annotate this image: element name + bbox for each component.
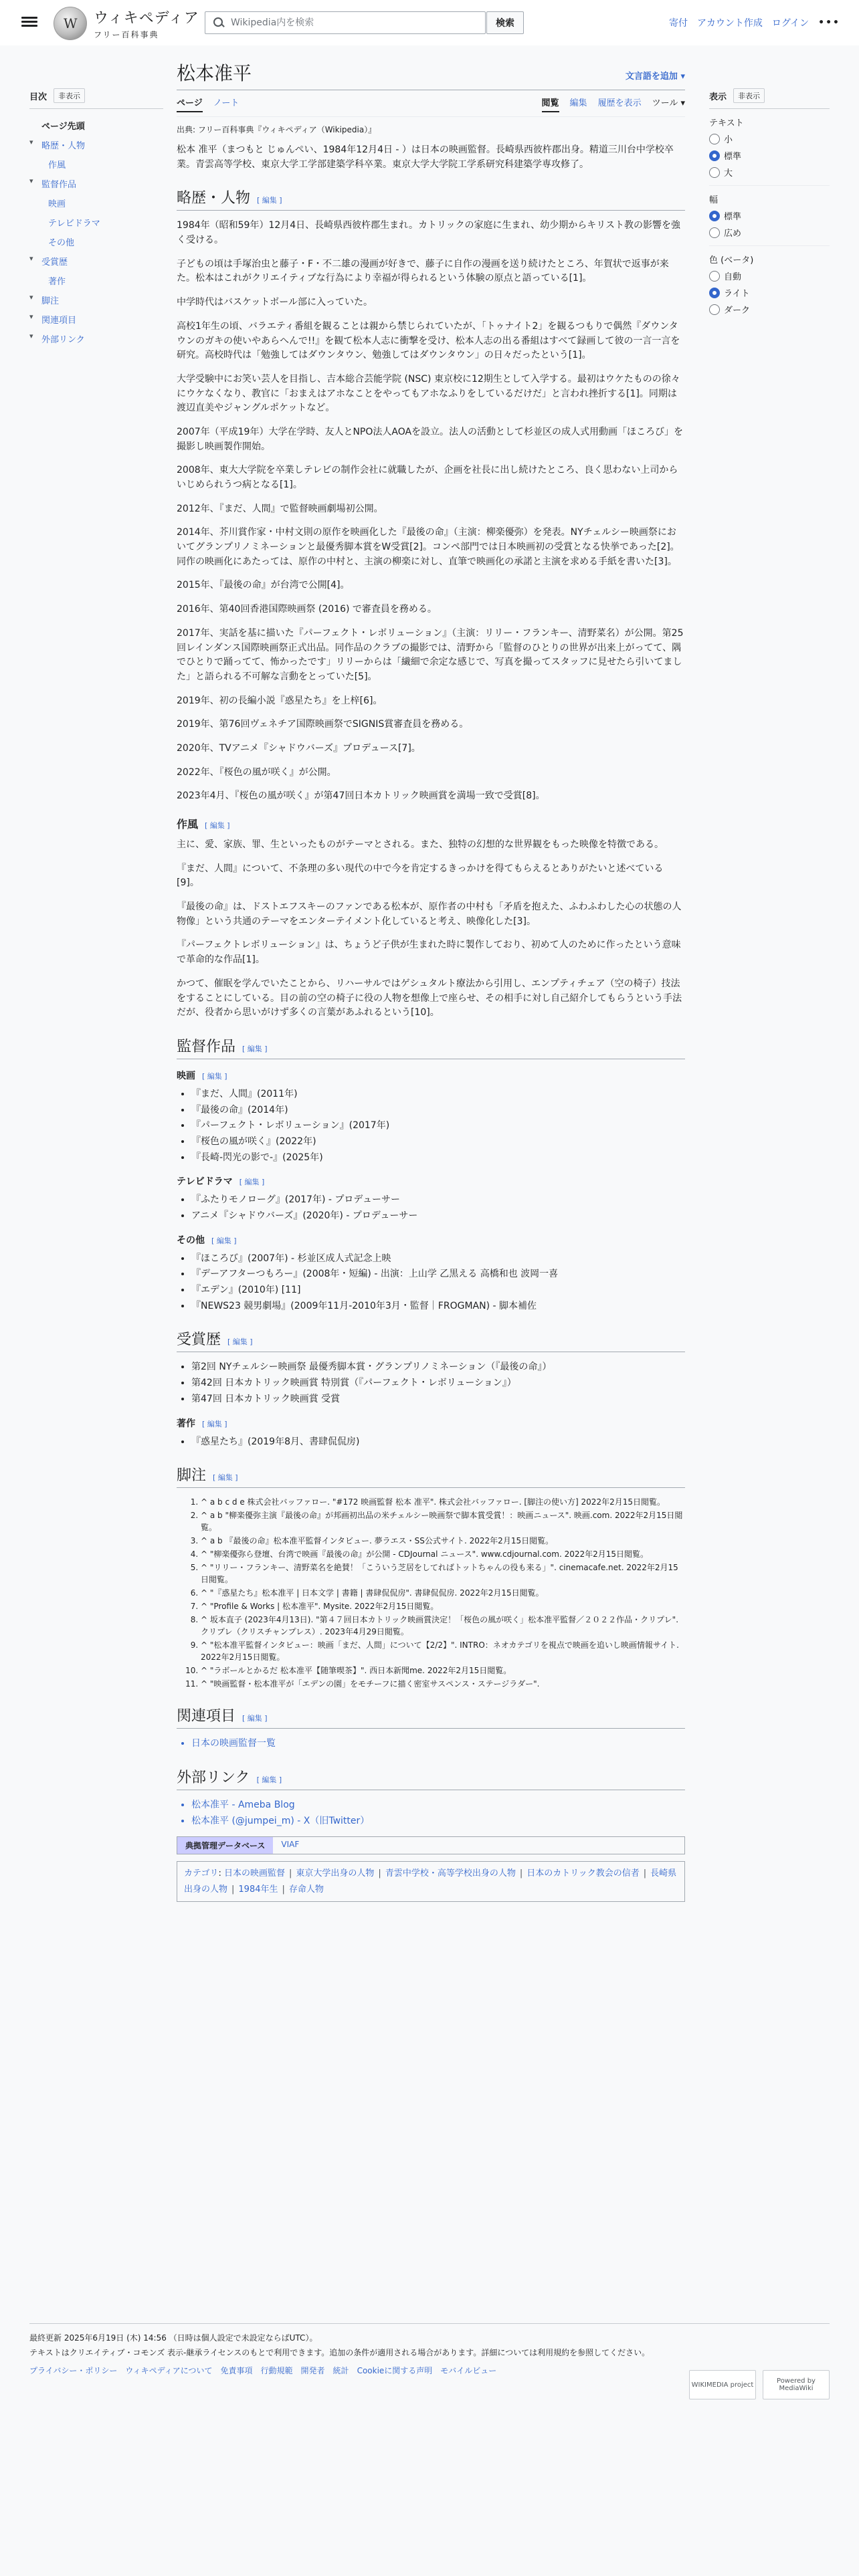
film-item: • 『まだ、人間』(2011年) [191, 1087, 685, 1102]
body-paragraph: 2019年、初の長編小説『惑星たち』を上梓[6]。 [177, 695, 383, 706]
other-item: • 『エデン』(2010年) [11] [191, 1283, 685, 1298]
related-link[interactable]: • 日本の映画監督一覧 [191, 1737, 685, 1751]
external-link[interactable]: • 松本准平 (@jumpei_m) - X（旧Twitter） [191, 1814, 685, 1829]
tab-page[interactable]: ページ [177, 96, 203, 112]
tab-read[interactable]: 閲覧 [542, 96, 559, 112]
footer-link[interactable]: 行動規範 [260, 2366, 293, 2376]
edit-link[interactable]: [ 編集 ] [257, 196, 282, 205]
logo-title: ウィキペディア [94, 10, 199, 27]
appearance-hide-button[interactable]: 非表示 [733, 88, 765, 103]
footer-divider [29, 2323, 830, 2324]
section-heading [177, 1464, 685, 1488]
body-paragraph: 2016年、第40回香港国際映画祭 (2016) で審査員を務める。 [177, 604, 437, 615]
footer-link[interactable]: Cookieに関する声明 [357, 2366, 433, 2376]
tab-note[interactable]: ノート [213, 98, 240, 108]
body-paragraph: かつて、催眠を学んでいたことから、リハーサルではゲシュタルト療法から引用し、エンプティチェア（空の椅子）技法をすることにしている。目の前の空の椅子に役の人物を想像上で座らせ、その相手に対し自己紹介してもらうという手法だが、役者から思いがけず多くの言葉があふれるという[10]。 [177, 978, 682, 1018]
category-separator: | [378, 1868, 381, 1879]
chevron-down-icon[interactable]: ▾ [29, 177, 33, 185]
toc-link[interactable]: その他 [48, 238, 75, 248]
site-logo[interactable] [54, 7, 199, 40]
wikipedia-globe-icon [54, 7, 87, 40]
tab-tools[interactable]: ツール ▾ [652, 98, 685, 108]
toc-item[interactable] [29, 290, 163, 310]
body-paragraph: 2015年、『最後の命』が台湾で公開[4]。 [177, 580, 350, 591]
toc-item[interactable] [29, 116, 163, 135]
film-item: • 『桜色の風が咲く』(2022年) [191, 1135, 685, 1150]
toc-item[interactable] [29, 310, 163, 329]
reference-item: 6. ^ "『惑星たち』松本准平 | 日本文学 | 書籍 | 書肆侃侃房". 書肆侃侃房. 2022年2月15日閲覧。 [201, 1587, 685, 1599]
table-of-contents [29, 88, 163, 348]
search-box [205, 11, 486, 34]
reference-item: 2. ^ a b "柳楽優弥主演『最後の命』が邦画初出品の米チェルシー映画祭で脚本賞受賞！：映画ニュース". 映画.com. 2022年2月15日閲覧。 [201, 1509, 685, 1533]
radio-label: 標準 [724, 152, 742, 162]
category-link[interactable]: 長崎県出身の人物 [184, 1868, 677, 1895]
film-item: • 『長崎-閃光の影で-』(2025年) [191, 1151, 685, 1166]
edit-link[interactable]: [ 編集 ] [202, 1071, 227, 1081]
section-heading [177, 816, 685, 831]
appearance-title: 表示 [709, 92, 727, 102]
category-separator: | [231, 1884, 235, 1895]
award-item: • 第42回 日本カトリック映画賞 特別賞（『パーフェクト・レボリューション』） [191, 1376, 685, 1391]
chevron-down-icon[interactable]: ▾ [29, 138, 33, 146]
search-input[interactable] [229, 17, 430, 29]
film-item: • 『最後の命』(2014年) [191, 1103, 685, 1118]
body-paragraph: 2008年、東大大学院を卒業しテレビの制作会社に就職したが、企画を社長に出し続けたところ、良く思わない上司からいじめられうつ病となる[1]。 [177, 465, 678, 490]
edit-link[interactable]: [ 編集 ] [213, 1473, 238, 1483]
license-info: テキストはクリエイティブ・コモンズ 表示-継承ライセンスのもとで利用できます。追加の条件が適用される場合があります。詳細については利用規約を参照してください。 [29, 2347, 650, 2357]
body-paragraph: 『パーフェクトレボリューション』は、ちょうど子供が生まれた時に製作しており、初めて人のために作ったという意味で革命的な作品[1]。 [177, 940, 681, 966]
radio-label: 自動 [724, 272, 742, 282]
appearance-panel [709, 88, 830, 320]
category-separator: | [519, 1868, 523, 1879]
toc-link[interactable]: 略歴・人物 [41, 141, 86, 151]
color-dark-radio[interactable] [709, 304, 720, 315]
body-paragraph: 2020年、TVアニメ『シャドウバーズ』プロデュース[7]。 [177, 742, 421, 754]
page-tabs [177, 96, 685, 117]
body-paragraph: 大学受験中にお笑い芸人を目指し、吉本総合芸能学院 (NSC) 東京校に12期生として入学する。最初はウケたものの徐々にウケなくなり、教官に「おまえはアホなことをやってもアホなふりをしているだけだ」と言われ挫折する[1]。同期は渡辺直美やジャングルポケットなど。 [177, 373, 680, 414]
tools-label: ツール [652, 98, 678, 108]
footer-link[interactable]: 免責事項 [220, 2366, 253, 2376]
wikimedia-badge[interactable]: WIKIMEDIA project [689, 2370, 756, 2399]
radio-label: 小 [724, 135, 733, 145]
toc-link[interactable]: 受賞歴 [41, 257, 68, 267]
tv-item: • 『ふたりモノローグ』(2017年) - プロデューサー [191, 1193, 685, 1208]
footer-link[interactable]: モバイルビュー [440, 2366, 497, 2376]
toc-item[interactable] [29, 174, 163, 193]
body-paragraph: 2012年、『まだ、人間』で監督映画劇場初公開。 [177, 503, 383, 514]
width-standard-radio[interactable] [709, 211, 720, 221]
reference-item: 11. ^ "映画監督・松本准平が「エデンの園」をモチーフに描く密室サスペンス・ステージラダー". [201, 1678, 685, 1690]
width-wide-radio[interactable] [709, 227, 720, 238]
main-content [177, 59, 685, 1902]
section-title: 監督作品 [177, 1038, 236, 1055]
footer-badges [689, 2370, 830, 2399]
body-paragraph: 2007年（平成19年）大学在学時、友人とNPO法人AOAを設立。法人の活動として杉並区の成人式用動画「ほころび」を撮影し映画製作開始。 [177, 426, 684, 452]
toc-item[interactable] [29, 213, 163, 232]
subsection-heading [177, 1416, 685, 1430]
search-button[interactable]: 検索 [486, 11, 524, 34]
edit-link[interactable]: [ 編集 ] [211, 1236, 237, 1245]
toc-link[interactable]: テレビドラマ [48, 219, 100, 229]
body-paragraph: 2017年、実話を基に描いた『パーフェクト・レボリューション』（主演：リリー・フランキー、清野菜名）が公開。第25回レインダンス国際映画祭正式出品。同作品のクラブの撮影では、清野から「監督のひとりの世界が出来上がってて、隅でひとりで踊ってて、怖かったです」リリーからは「繊細で余定な感じで、写真を撮ってスタッフに見せたら引いてました」と語られる不可解な言動をとっていた[5]。 [177, 627, 684, 682]
reference-item: 7. ^ "Profile & Works | 松本准平". Mysite. 2022年2月15日閲覧。 [201, 1600, 685, 1612]
reference-item: 5. ^ "リリー・フランキー、清野菜名を絶賛！「こういう芝居をしてればトットちゃんの役も来る」". cinemacafe.net. 2022年2月15日閲覧。 [201, 1562, 685, 1586]
toc-link[interactable]: 脚注 [41, 296, 60, 306]
lang-button-label: 言語を追加 [634, 72, 678, 82]
more-options-icon[interactable]: ••• [818, 17, 840, 28]
toc-item[interactable] [29, 154, 163, 174]
body-paragraph: 1984年（昭和59年）12月4日、長崎県西彼杵郡生まれ。カトリックの家庭に生まれ、幼少期からキリスト教の影響を強く受ける。 [177, 220, 681, 246]
film-item: • 『パーフェクト・レボリューション』(2017年) [191, 1119, 685, 1134]
toc-link[interactable]: 作風 [48, 160, 66, 171]
other-item: • 『デーアフターつもろー』(2008年・短編) - 出演：上山学 乙黒える 高橋和也 波岡一喜 [191, 1267, 685, 1282]
toc-link[interactable]: 著作 [48, 277, 66, 287]
toc-item[interactable] [29, 271, 163, 290]
section-title: 映画 [177, 1070, 195, 1081]
award-item: • 第2回 NYチェルシー映画祭 最優秀脚本賞・グランプリノミネーション（『最後の命』） [191, 1360, 685, 1375]
category-separator: | [282, 1884, 285, 1895]
body-paragraph: 2019年、第76回ヴェネチア国際映画祭でSIGNIS賞審査員を務める。 [177, 719, 469, 730]
toc-item[interactable] [29, 135, 163, 154]
login-link[interactable]: ログイン [771, 18, 809, 29]
edit-link[interactable]: [ 編集 ] [242, 1714, 268, 1723]
authority-title[interactable]: 典拠管理データベース [177, 1837, 273, 1854]
category-separator: | [289, 1868, 292, 1879]
color-light-radio[interactable] [709, 288, 720, 298]
section-title: 脚注 [177, 1467, 207, 1485]
other-item: • 『NEWS23 競男劇場』(2009年11月-2010年3月・監督｜FROGMAN) - 脚本補佐 [191, 1299, 685, 1314]
edit-link[interactable]: [ 編集 ] [227, 1337, 253, 1347]
toc-item[interactable] [29, 232, 163, 251]
other-item: • 『ほころび』(2007年) - 杉並区成人式記念上映 [191, 1252, 685, 1267]
create-account-link[interactable]: アカウント作成 [696, 18, 763, 29]
edit-link[interactable]: [ 編集 ] [239, 1178, 265, 1187]
radio-label: 標準 [724, 212, 742, 222]
section-title: 外部リンク [177, 1769, 250, 1786]
section-heading [177, 1035, 685, 1059]
section-title: テレビドラマ [177, 1176, 233, 1188]
reference-item: 4. ^ "柳楽優弥ら登壇、台湾で映画『最後の命』が公開 - CDJournal ニュース". www.cdjournal.com. 2022年2月15日閲覧。 [201, 1548, 685, 1560]
source-line: 出典: フリー百科事典『ウィキペディア（Wikipedia）』 [177, 125, 377, 134]
intro-paragraph: 松本 准平（まつもと じゅんぺい、1984年12月4日 - ）は日本の映画監督。長崎県西彼杵郡出身。精道三川台中学校卒業。青雲高等学校、東京大学工学部建築学科卒業。東京大学大学院工学系研究科建築学専攻修了。 [177, 144, 674, 170]
footer-link[interactable]: 統計 [332, 2366, 349, 2376]
section-title: 受賞歴 [177, 1331, 221, 1349]
logo-subtitle: フリー百科事典 [94, 30, 159, 39]
book-item: • 『惑星たち』(2019年8月、書肆侃侃房) [191, 1435, 685, 1450]
section-heading [177, 1328, 685, 1352]
body-paragraph: 2014年、芥川賞作家・中村文則の原作を映画化した『最後の命』（主演：柳楽優弥）を発表。NYチェルシー映画祭においてグランプリノミネーションと最優秀脚本賞をW受賞[2]。コンペ部門では日本映画初の受賞となる快挙であった[2]。同作の映画化にあたっては、原作の中村と、主演の柳楽に対し、直筆で映画化の承諾と主演を求める手紙を書いた[3]。 [177, 527, 680, 567]
footer-link[interactable]: プライバシー・ポリシー [29, 2366, 118, 2376]
edit-link[interactable]: [ 編集 ] [202, 1419, 227, 1428]
subsection-heading [177, 1174, 685, 1188]
subsection-heading [177, 1233, 685, 1247]
toc-hide-button[interactable]: 非表示 [54, 88, 85, 103]
section-title: 関連項目 [177, 1708, 236, 1725]
tab-edit[interactable]: 編集 [569, 98, 587, 108]
add-languages-button[interactable]: 文言語を追加 ▾ [625, 72, 685, 82]
radio-label: ダーク [724, 306, 751, 316]
edit-link[interactable]: [ 編集 ] [256, 1775, 282, 1784]
section-title: 作風 [177, 818, 199, 831]
footer-link[interactable]: 開発者 [300, 2366, 325, 2376]
body-paragraph: 2022年、『桜色の風が咲く』が公開。 [177, 766, 337, 778]
radio-label: ライト [724, 289, 750, 299]
search-icon [212, 16, 225, 29]
toc-link[interactable]: 外部リンク [41, 335, 85, 345]
award-item: • 第47回 日本カトリック映画賞 受賞 [191, 1392, 685, 1407]
toc-item[interactable] [29, 329, 163, 348]
body-paragraph: 高校1年生の頃、バラエティ番組を観ることは親から禁じられていたが、「トゥナイト2」を観るつもりで偶然『ダウンタウンのガキの使いやあらへんで!!』を観て松本人志に衝撃を受け、松本人志の出る番組はすべて録画して彼の一言一言を研究。高校時代は「勉強してはダウンタウン、勉強してはダウンタウン」の日々だったという[1]。 [177, 320, 680, 361]
body-paragraph: 『最後の命』は、ドストエフスキーのファンである松本が、原作者の中村も「矛盾を抱えた、ふわふわした心の状態の人物像」という共通のテーマをエンターテイメント化していると考え、映像化した[3]。 [177, 901, 682, 927]
subsection-heading [177, 1069, 685, 1082]
authority-control [177, 1836, 685, 1854]
radio-label: 大 [724, 169, 733, 179]
text-size-label: テキスト [709, 118, 744, 128]
tab-history[interactable]: 履歴を表示 [597, 98, 642, 108]
color-label: 色 (ベータ) [709, 255, 754, 265]
reference-item: 3. ^ a b 『最後の命』松本准平監督インタビュー. 夢ラエス・SS公式サイト. 2022年2月15日閲覧。 [201, 1535, 685, 1547]
section-title: 著作 [177, 1418, 195, 1429]
body-paragraph: 『まだ、人間』について、不条理の多い現代の中で今を肯定するきっかけを得てもらえるとありがたいと述べている[9]。 [177, 863, 664, 889]
edit-link[interactable]: [ 編集 ] [242, 1044, 268, 1053]
reference-item: 9. ^ "松本准平監督インタビュー：映画「まだ、人間」について【2/2】". INTRO：ネオカテゴリを視点で映画を追いし映画情報サイト. 2022年2月15日閲覧。 [201, 1639, 685, 1663]
mediawiki-badge[interactable]: Powered by MediaWiki [763, 2370, 830, 2399]
toc-link[interactable]: 映画 [48, 199, 66, 209]
last-edit-info: 最終更新 2025年6月19日 (木) 14:56 （日時は個人設定で未設定ならばUTC）。 [29, 2333, 318, 2343]
categories-label[interactable]: カテゴリ [184, 1868, 219, 1879]
donate-link[interactable]: 寄付 [668, 18, 688, 29]
category-separator: | [643, 1868, 647, 1879]
main-menu-icon[interactable] [21, 15, 37, 31]
width-label: 幅 [709, 195, 719, 205]
page-title: 松本准平 [177, 62, 252, 84]
section-title: 略歴・人物 [177, 190, 251, 207]
category-link[interactable]: 青雲中学校・高等学校出身の人物 [385, 1868, 516, 1879]
chevron-down-icon[interactable]: ▾ [29, 254, 33, 263]
user-nav [669, 16, 840, 29]
category-link[interactable]: 1984年生 [238, 1884, 278, 1895]
authority-viaf-link[interactable]: VIAF [281, 1840, 300, 1850]
category-link[interactable]: 存命人物 [288, 1884, 324, 1895]
site-header [0, 0, 859, 45]
text-large-radio[interactable] [709, 167, 720, 178]
category-link[interactable]: 東京大学出身の人物 [296, 1868, 375, 1879]
toc-title: 目次 [29, 92, 47, 102]
toc-item[interactable] [29, 251, 163, 271]
toc-link[interactable]: ページ先頭 [41, 122, 85, 132]
reference-item: 10. ^ "ラボールとかるだ 松本准平【随筆喫茶】". 西日本新聞me. 2022年2月15日閲覧。 [201, 1665, 685, 1677]
body-paragraph: 主に、愛、家族、罪、生といったものがテーマとされる。また、独特の幻想的な世界観をもった映像を特徴である。 [177, 839, 664, 850]
category-links: カテゴリ: 日本の映画監督 | 東京大学出身の人物 | 青雲中学校・高等学校出身の人物 | 日本のカトリック教会の信者 | 長崎県出身の人物 | 1984年生 | 存命人物 [177, 1861, 685, 1902]
tv-item: • アニメ『シャドウバーズ』(2020年) - プロデューサー [191, 1209, 685, 1224]
radio-label: 広め [724, 229, 742, 239]
color-auto-radio[interactable] [709, 271, 720, 282]
edit-link[interactable]: [ 編集 ] [205, 821, 230, 830]
section-heading [177, 1705, 685, 1729]
section-title: その他 [177, 1235, 205, 1246]
chevron-down-icon[interactable]: ▾ [29, 332, 33, 340]
chevron-down-icon[interactable]: ▾ [29, 312, 33, 321]
body-paragraph: 子どもの頃は手塚治虫と藤子・F・不二雄の漫画が好きで、藤子に自作の漫画を送り続けたところ、年賀状で返事が来た。松本はこれがクリエイティブな行為により幸福が得られるという体験の原点と語っている[1]。 [177, 258, 669, 284]
category-link[interactable]: 日本のカトリック教会の信者 [527, 1868, 640, 1879]
text-standard-radio[interactable] [709, 150, 720, 161]
toc-item[interactable] [29, 193, 163, 213]
section-heading [177, 1766, 685, 1790]
reference-item: 8. ^ 坂本直子 (2023年4月13日). "第４７回日本カトリック映画賞決定！「桜色の風が咲く」松本准平監督／２０２２作品・クリプレ". クリプレ（クリスチャンプレス）. 2023年4月29日閲覧。 [201, 1614, 685, 1638]
section-heading [177, 187, 685, 211]
text-small-radio[interactable] [709, 134, 720, 144]
chevron-down-icon[interactable]: ▾ [29, 293, 33, 302]
body-paragraph: 中学時代はバスケットボール部に入っていた。 [177, 297, 373, 308]
reference-item: 1. ^ a b c d e 株式会社バッファロー. "#172 映画監督 松本 准平". 株式会社バッファロー. [脚注の使い方] 2022年2月15日閲覧。 [201, 1496, 685, 1508]
category-link[interactable]: 日本の映画監督 [224, 1868, 286, 1879]
body-paragraph: 2023年4月、『桜色の風が咲く』が第47回日本カトリック映画賞を満場一致で受賞[8]。 [177, 790, 545, 802]
toc-link[interactable]: 監督作品 [41, 180, 77, 190]
footer-link[interactable]: ウィキペディアについて [125, 2366, 213, 2376]
external-link[interactable]: • 松本准平 - Ameba Blog [191, 1798, 685, 1813]
toc-link[interactable]: 関連項目 [41, 316, 77, 326]
